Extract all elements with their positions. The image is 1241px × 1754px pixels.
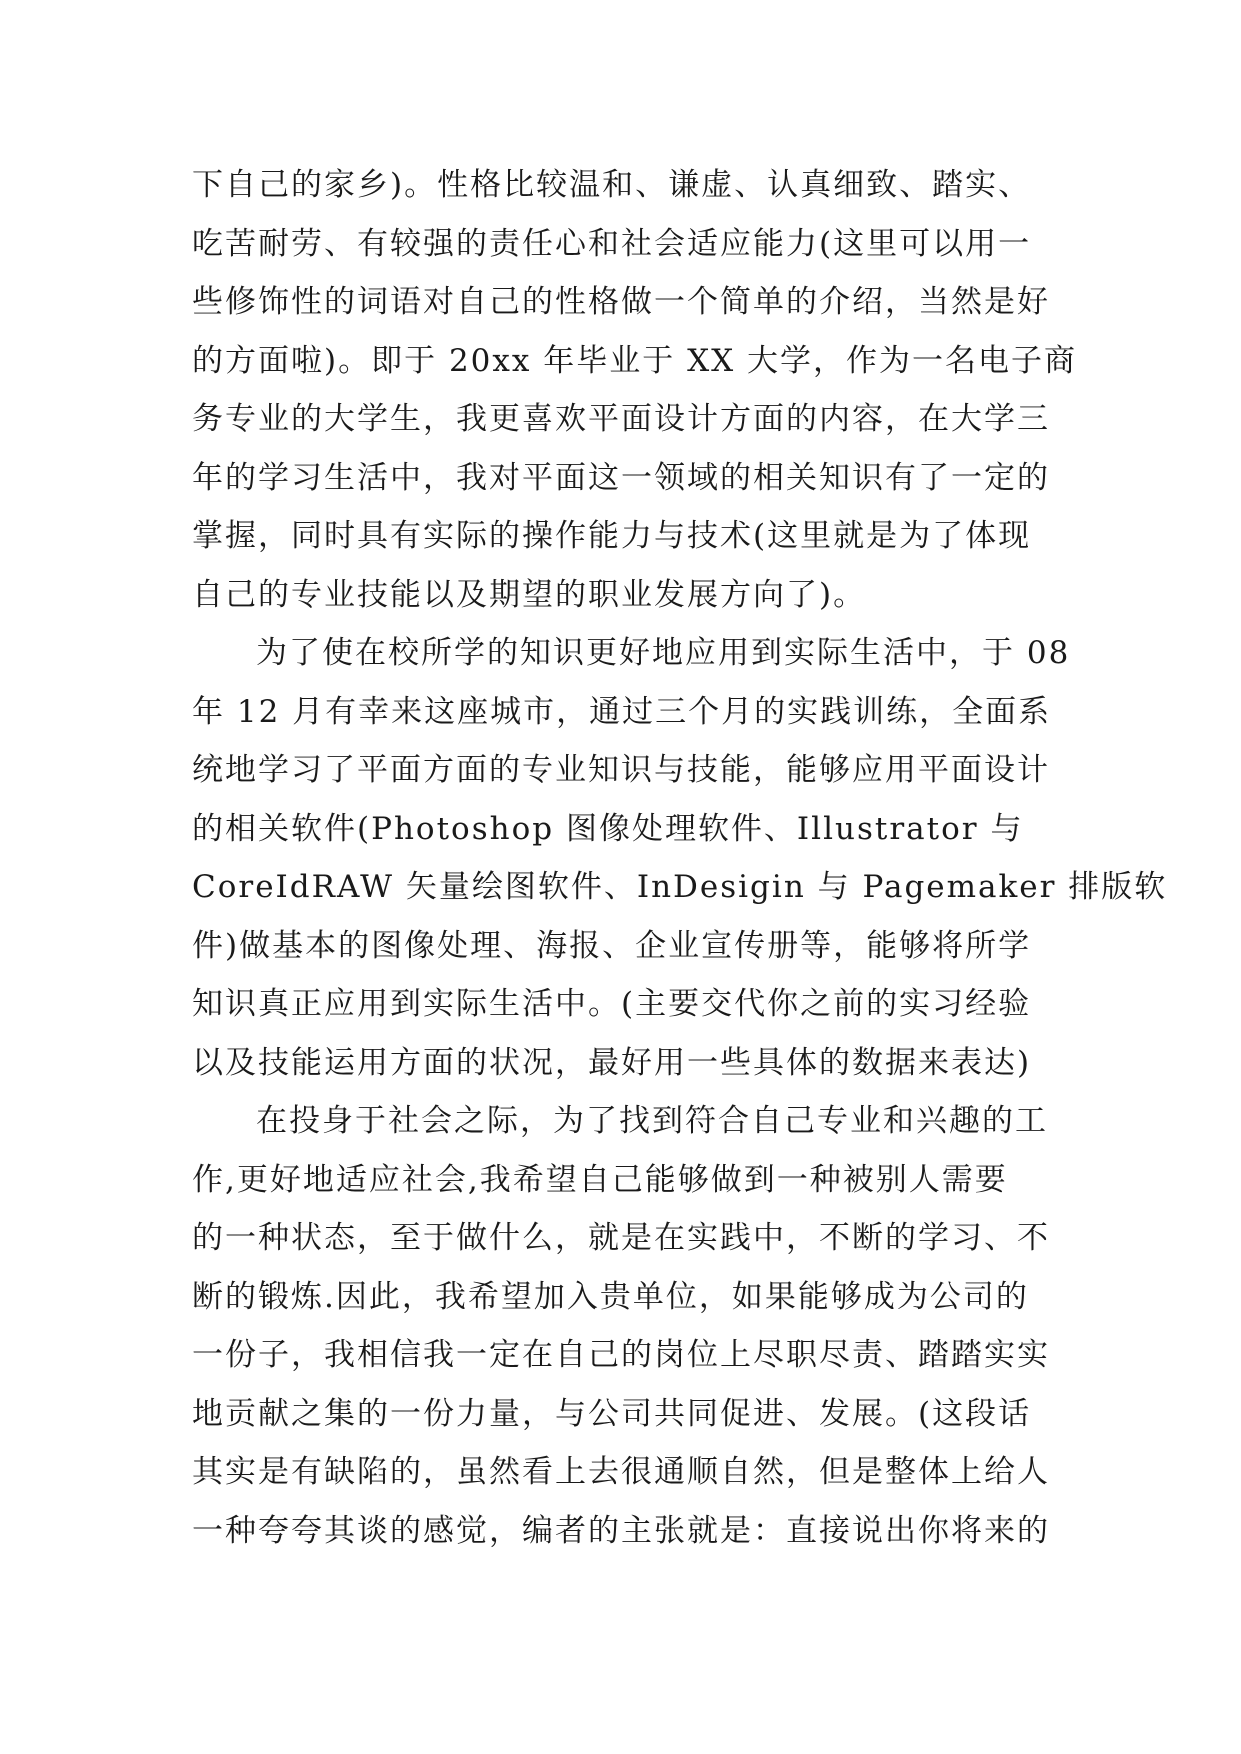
- text-line: 自己的专业技能以及期望的职业发展方向了)。: [192, 576, 867, 613]
- paragraph-start-line: 在投身于社会之际，为了找到符合自己专业和兴趣的工: [256, 1103, 1048, 1139]
- text-line: 统地学习了平面方面的专业知识与技能，能够应用平面设计: [192, 752, 1050, 788]
- text-line: 些修饰性的词语对自己的性格做一个简单的介绍，当然是好: [192, 284, 1050, 320]
- text-line: 的方面啦)。即于 20xx 年毕业于 XX 大学，作为一名电子商: [192, 342, 1078, 379]
- text-line: 其实是有缺陷的，虽然看上去很通顺自然，但是整体上给人: [192, 1454, 1050, 1490]
- text-line: 下自己的家乡)。性格比较温和、谦虚、认真细致、踏实、: [192, 167, 1032, 203]
- text-line: 地贡献之集的一份力量，与公司共同促进、发展。(这段话: [192, 1395, 1032, 1432]
- text-line: 掌握，同时具有实际的操作能力与技术(这里就是为了体现: [192, 518, 1032, 554]
- text-line: 以及技能运用方面的状况，最好用一些具体的数据来表达): [192, 1044, 1032, 1081]
- text-line: 一份子，我相信我一定在自己的岗位上尽职尽责、踏踏实实: [192, 1337, 1050, 1373]
- text-line: CoreIdRAW 矢量绘图软件、InDesigin 与 Pagemaker 排版软: [192, 869, 1168, 905]
- body-text: [192, 156, 1168, 1560]
- text-line: 作,更好地适应社会,我希望自己能够做到一种被别人需要: [192, 1161, 1008, 1198]
- text-line: 年 12 月有幸来这座城市，通过三个月的实践训练，全面系: [192, 693, 1052, 730]
- paragraph-start-line: 为了使在校所学的知识更好地应用到实际生活中，于 08: [256, 635, 1071, 671]
- text-line: 的一种状态，至于做什么，就是在实践中，不断的学习、不: [192, 1220, 1050, 1256]
- text-line: 的相关软件(Photoshop 图像处理软件、Illustrator 与: [192, 810, 1024, 847]
- text-line: 务专业的大学生，我更喜欢平面设计方面的内容，在大学三: [192, 401, 1050, 437]
- text-line: 断的锻炼.因此，我希望加入贵单位，如果能够成为公司的: [192, 1278, 1029, 1315]
- text-line: 一种夸夸其谈的感觉，编者的主张就是：直接说出你将来的: [192, 1512, 1050, 1549]
- text-line: 知识真正应用到实际生活中。(主要交代你之前的实习经验: [192, 986, 1032, 1022]
- text-line: 吃苦耐劳、有较强的责任心和社会适应能力(这里可以用一: [192, 225, 1032, 262]
- text-line: 件)做基本的图像处理、海报、企业宣传册等，能够将所学: [192, 927, 1032, 964]
- text-line: 年的学习生活中，我对平面这一领域的相关知识有了一定的: [192, 459, 1050, 496]
